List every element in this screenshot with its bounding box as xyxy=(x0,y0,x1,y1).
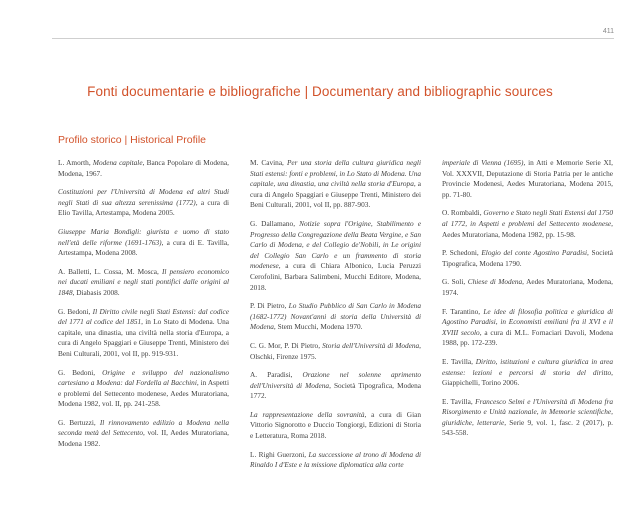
entry-post: , a cura di E. Tavilla, Artestampa, Modena 2008. xyxy=(58,237,229,258)
entry-it: Chiese di Modena xyxy=(467,277,523,287)
entry-post: , Diabasis 2008. xyxy=(72,287,120,297)
entry-it: Elogio del conte Agostino Paradisi xyxy=(481,248,588,258)
bibliography-entry xyxy=(58,267,229,299)
entry-it: Francesco Selmi e l'Università di Modena fra Risorgimento e Unità nazionale, in Memorie scientifiche, giuridiche, letterarie xyxy=(442,396,613,427)
bibliography-entry xyxy=(250,341,421,362)
entry-it: Per una storia della cultura giuridica negli Stati estensi: fonti e problemi, in Lo Stato di Modena. Una capitale, una dinastia, una civiltà nella storia d'Europa xyxy=(250,158,421,189)
entry-post: , a cura di Angelo Spaggiari e Giuseppe Trenti, Ministero dei Beni Culturali, 2001, vol II, pp. 887-903. xyxy=(250,179,422,210)
bibliography-column-2 xyxy=(250,158,421,479)
entry-it: La successione al trono di Modena di Rinaldo I d'Este e la missione diplomatica alla corte xyxy=(250,449,421,470)
entry-post: , in Aspetti e problemi del Settecento modenese, Aedes Muratoriana, Modena 1982, vol. II, pp. 241-258. xyxy=(58,378,229,409)
bibliography-columns xyxy=(58,158,613,479)
entry-pre: P. Schedoni, xyxy=(442,248,482,258)
entry-it: Le idee di filosofia politica e giuridica di Agostino Paradisi, in Economisti emiliani fra il XVI e il XVIII secolo xyxy=(442,306,613,337)
entry-post: , Giappichelli, Torino 2006. xyxy=(442,367,613,388)
bibliography-entry xyxy=(442,357,613,389)
bibliography-entry xyxy=(250,158,421,211)
entry-pre: E. Tavilla, xyxy=(442,356,476,366)
bibliography-column-3 xyxy=(442,158,613,479)
entry-it: Modena capitale xyxy=(92,158,143,167)
page-number: 411 xyxy=(602,28,614,35)
bibliography-entry xyxy=(250,301,421,333)
entry-it: Il pensiero economico nei ducati emiliani e negli stati pontifici dalle origini al 1848 xyxy=(58,266,229,297)
entry-post: , Società Tipografica, Modena 1790. xyxy=(442,248,613,268)
bibliography-entry xyxy=(250,410,421,442)
entry-it: Storia dell'Università di Modena xyxy=(322,340,420,350)
bibliography-entry xyxy=(58,307,229,360)
entry-post: , a cura di Gian Vittorio Signorotto e Duccio Tongiorgi, Edizioni di Storia e Letteratura, Roma 2018. xyxy=(250,409,421,441)
entry-pre: A. Paradisi, xyxy=(250,370,303,380)
page-title: Fonti documentarie e bibliografiche | Documentary and bibliographic sources xyxy=(87,84,553,99)
entry-post: , in Atti e Memorie Serie XI, Vol. XXXVII, Deputazione di Storia Patria per le antiche Provincie Modenesi, Aedes Muratoriana, Modena 2015, pp. 71-80. xyxy=(442,158,613,199)
entry-pre: L. Righi Guerzoni, xyxy=(250,449,309,459)
bibliography-entry xyxy=(442,307,613,349)
bibliography-entry xyxy=(442,208,613,240)
entry-it: Origine e sviluppo del nazionalismo cartesiano a Modena: dal Fordella al Bacchini xyxy=(58,367,229,388)
entry-post: , Banca Popolare di Modena, Modena, 1967. xyxy=(58,158,229,178)
entry-it: Orazione nel solenne aprimento dell'Università di Modena xyxy=(250,370,421,390)
entry-post: , in Lo Stato di Modena. Una capitale, una dinastia, una civiltà nella storia d'Europa, a cura di Angelo Spaggiari e Giuseppe Trenti, Ministero dei Beni Culturali, 2001, vol II, pp. 919-931. xyxy=(58,317,229,358)
entry-post: , a cura di M.L. Fornaciari Davoli, Modena 1988, pp. 172-239. xyxy=(442,327,613,348)
bibliography-entry xyxy=(250,450,421,471)
entry-post: , Società Tipografica, Modena 1772. xyxy=(250,380,421,401)
entry-pre: A. Balletti, L. Cossa, M. Mosca, xyxy=(58,266,162,276)
entry-post: , Serie 9, vol. 1, fasc. 2 (2017), p. 543-558. xyxy=(442,417,613,438)
entry-pre: F. Tarantino, xyxy=(442,306,484,316)
entry-post: , Aedes Muratoriana, Modena 1982, pp. 15-98. xyxy=(442,218,613,239)
bibliography-entry xyxy=(250,370,421,402)
header-rule xyxy=(52,38,614,39)
entry-post: , a cura di Elio Tavilla, Artestampa, Modena 2005. xyxy=(58,197,229,218)
entry-post: , a cura di Chiara Albonico, Lucia Peruzzi Cerofolini, Barbara Salimbeni, Mucchi Editore, Modena, 2018. xyxy=(250,261,421,292)
bibliography-entry xyxy=(58,418,229,450)
entry-post: , Stem Mucchi, Modena 1970. xyxy=(273,322,363,332)
entry-pre: G. Bedoni, xyxy=(58,367,103,377)
bibliography-entry xyxy=(58,368,229,410)
bibliography-entry xyxy=(442,158,613,200)
entry-pre: G. Soli, xyxy=(442,277,468,287)
entry-pre: G. Bedoni, xyxy=(58,306,93,316)
bibliography-entry xyxy=(58,187,229,219)
entry-post: , vol. II, Aedes Muratoriana, Modena 1982. xyxy=(58,428,229,449)
entry-pre: P. Di Pietro, xyxy=(250,301,289,311)
entry-pre: L. Amorth, xyxy=(58,158,93,167)
entry-it: Costituzioni per l'Università di Modena ed altri Studi negli Stati di sua altezza serenissima (1772) xyxy=(58,187,229,207)
entry-it: La rappresentazione della sovranità xyxy=(250,409,365,419)
bibliography-entry xyxy=(442,397,613,439)
entry-pre: G. Dallamano, xyxy=(250,218,300,228)
section-title: Profilo storico | Historical Profile xyxy=(58,134,207,146)
entry-it: Il Diritto civile negli Stati Estensi: dal codice del 1771 al codice del 1851 xyxy=(58,306,229,327)
bibliography-entry xyxy=(58,158,229,179)
entry-it: Giuseppe Maria Bondigli: giurista e uomo di stato nell'età delle riforme (1691-1763) xyxy=(58,226,229,247)
entry-post: , Olschki, Firenze 1975. xyxy=(250,340,421,361)
entry-post: , Aedes Muratoriana, Modena, 1974. xyxy=(442,277,613,297)
entry-pre: M. Cavina, xyxy=(250,158,287,167)
bibliography-entry xyxy=(250,219,421,293)
entry-it: Diritto, istituzioni e cultura giuridica in area estense: lezioni e percorsi di storia del diritto xyxy=(442,356,613,377)
entry-pre: C. G. Mor, P. Di Pietro, xyxy=(250,340,323,350)
entry-pre: O. Rombaldi, xyxy=(442,208,484,218)
bibliography-entry xyxy=(442,248,613,269)
bibliography-column-1 xyxy=(58,158,229,479)
entry-pre: G. Bertuzzi, xyxy=(58,417,100,427)
entry-it: imperiale di Vienna (1695) xyxy=(442,158,524,167)
entry-pre: E. Tavilla, xyxy=(442,396,476,406)
entry-it: Lo Studio Pubblico di San Carlo in Modena (1682-1772) Novant'anni di storia della Università di Modena xyxy=(250,301,421,332)
bibliography-entry xyxy=(58,227,229,259)
entry-it: Governo e Stato negli Stati Estensi dal 1750 al 1772, in Aspetti e problemi del Settecento modenese xyxy=(442,208,613,228)
entry-it: Notizie sopra l'Origine, Stabilimento e Progresso della Congregazione della Beata Vergine, e San Carlo di Modena, e del Collegio de'Nobili, in Le origini del Collegio San Carlo e un frammento di storia modenese xyxy=(250,218,421,271)
entry-it: Il rinnovamento edilizio a Modena nella seconda metà del Settecento xyxy=(58,417,229,438)
bibliography-entry xyxy=(442,277,613,298)
